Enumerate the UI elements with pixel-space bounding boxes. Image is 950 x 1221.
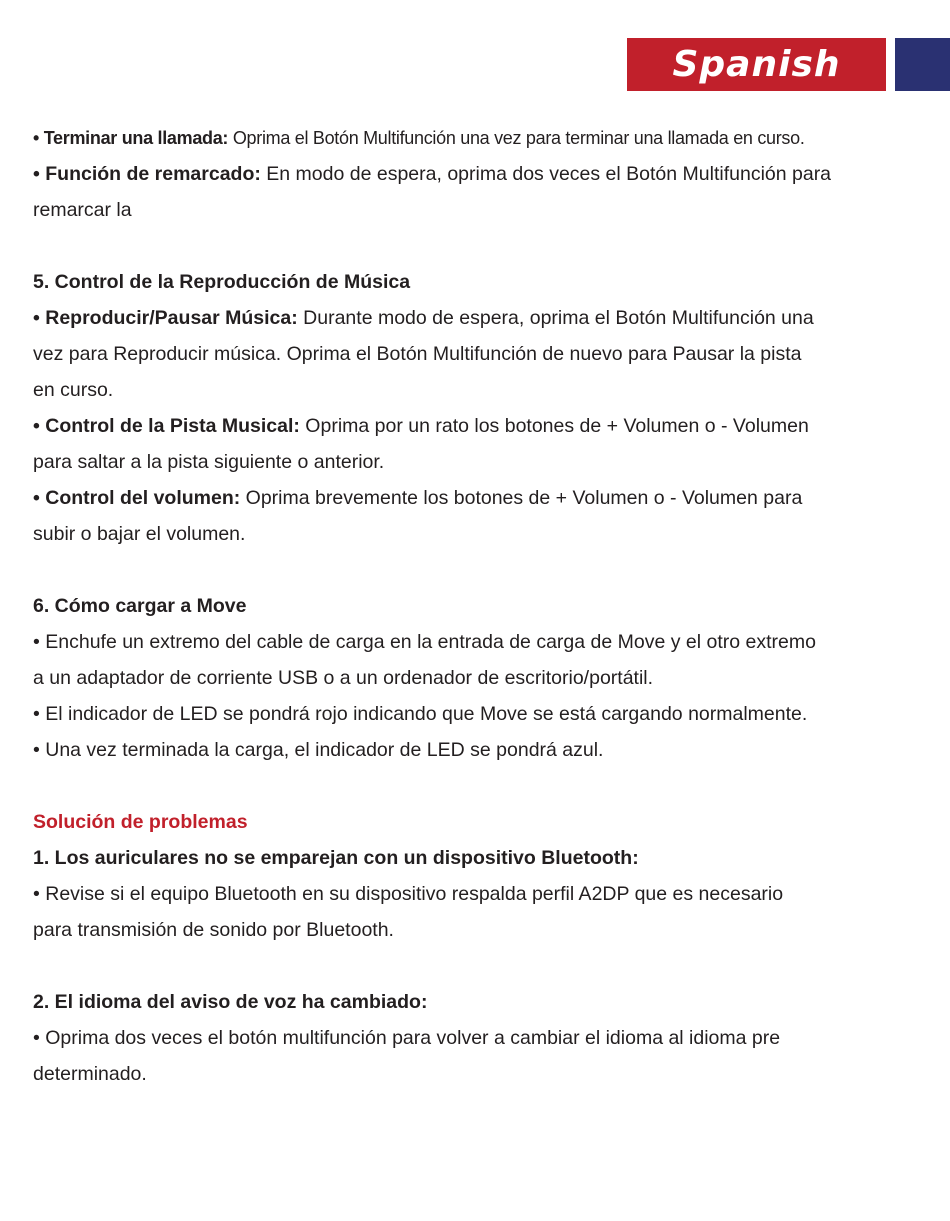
track-control-item <box>33 408 938 444</box>
track-control-text: Oprima por un rato los botones de + Volumen o - Volumen <box>299 415 809 437</box>
play-pause-text-cont: vez para Reproducir música. Oprima el Botón Multifunción de nuevo para Pausar la pista <box>33 343 802 365</box>
troubleshooting-q1-line: para transmisión de sonido por Bluetooth. <box>33 919 394 941</box>
charging-section-title: 6. Cómo cargar a Move <box>33 595 247 617</box>
track-control-text-cont: para saltar a la pista siguiente o anterior. <box>33 451 385 473</box>
charging-line: • El indicador de LED se pondrá rojo indicando que Move se está cargando normalmente. <box>33 703 808 725</box>
end-call-text: Oprima el Botón Multifunción una vez para terminar una llamada en curso. <box>228 128 805 148</box>
blue-accent-block <box>895 38 950 91</box>
play-pause-item <box>33 300 938 336</box>
redial-label: • Función de remarcado: <box>33 163 261 185</box>
music-section-title: 5. Control de la Reproducción de Música <box>33 271 411 293</box>
volume-control-text-cont: subir o bajar el volumen. <box>33 523 246 545</box>
volume-control-item <box>33 480 938 516</box>
troubleshooting-q1-title: 1. Los auriculares no se emparejan con un dispositivo Bluetooth: <box>33 847 639 869</box>
charging-line: • Enchufe un extremo del cable de carga en la entrada de carga de Move y el otro extremo <box>33 631 816 653</box>
end-call-item <box>33 120 938 156</box>
spacer <box>33 948 938 984</box>
redial-item <box>33 156 938 192</box>
troubleshooting-q1-line: • Revise si el equipo Bluetooth en su dispositivo respalda perfil A2DP que es necesario <box>33 883 784 905</box>
language-badge: Spanish <box>627 38 886 91</box>
charging-line: a un adaptador de corriente USB o a un ordenador de escritorio/portátil. <box>33 667 654 689</box>
troubleshooting-q2-title: 2. El idioma del aviso de voz ha cambiado: <box>33 991 428 1013</box>
play-pause-text-cont2: en curso. <box>33 379 114 401</box>
volume-control-text: Oprima brevemente los botones de + Volumen o - Volumen para <box>240 487 803 509</box>
end-call-label: • Terminar una llamada: <box>33 128 229 148</box>
spacer <box>33 552 938 588</box>
redial-text-cont: remarcar la <box>33 199 132 221</box>
play-pause-text: Durante modo de espera, oprima el Botón Multifunción una <box>297 307 814 329</box>
charging-line: • Una vez terminada la carga, el indicador de LED se pondrá azul. <box>33 739 604 761</box>
play-pause-label: • Reproducir/Pausar Música: <box>33 307 298 329</box>
troubleshooting-title: Solución de problemas <box>33 811 248 833</box>
track-control-label: • Control de la Pista Musical: <box>33 415 300 437</box>
spacer <box>33 768 938 804</box>
troubleshooting-q2-line: • Oprima dos veces el botón multifunción para volver a cambiar el idioma al idioma pre <box>33 1027 781 1049</box>
spacer <box>33 228 938 264</box>
redial-text: En modo de espera, oprima dos veces el Botón Multifunción para <box>260 163 832 185</box>
troubleshooting-q2-line: determinado. <box>33 1063 147 1085</box>
volume-control-label: • Control del volumen: <box>33 487 241 509</box>
manual-content <box>33 120 938 1092</box>
